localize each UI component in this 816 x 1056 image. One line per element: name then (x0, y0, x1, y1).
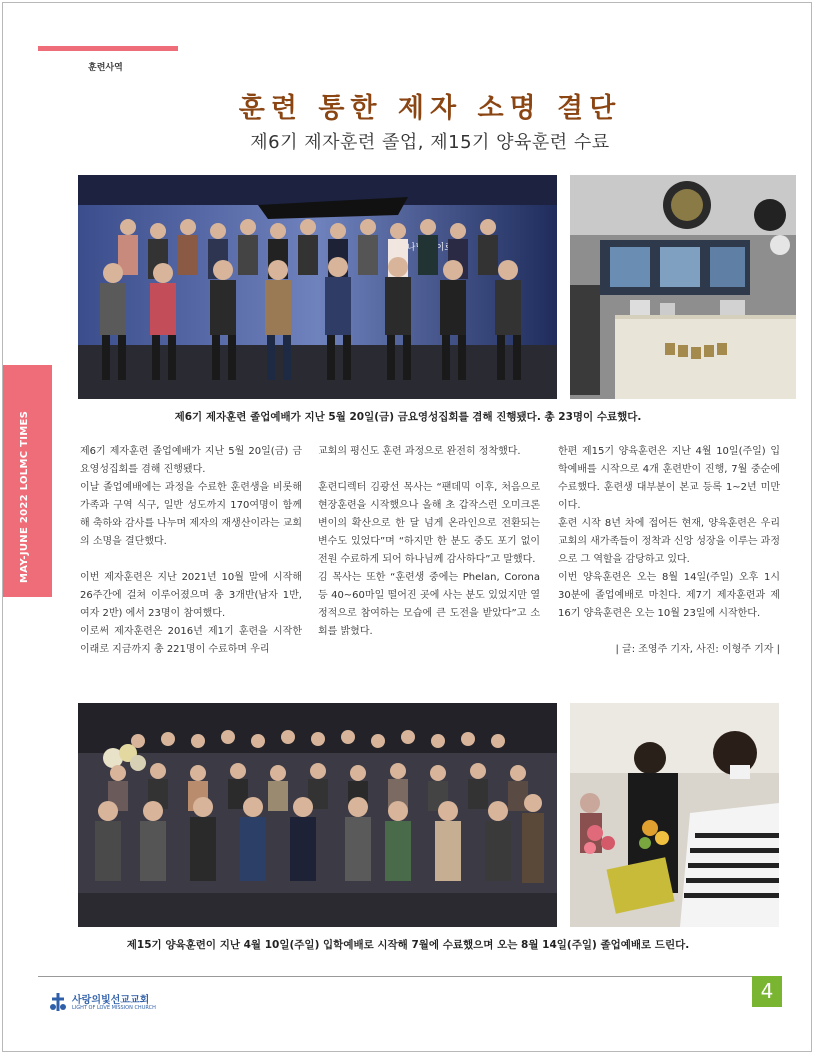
photo-caption-top: 제6기 제자훈련 졸업예배가 지난 5월 20일(금) 금요영성집회를 겸해 진행됐다. 총 23명이 수료했다. (174, 411, 642, 423)
paragraph: 훈련 시작 8년 차에 접어든 현재, 양육훈련은 우리 교회의 새가족들이 정착과 신앙 성장을 이루는 과정으로 그 역할을 감당하고 있다. (558, 518, 780, 565)
paragraph: 이로써 제자훈련은 2016년 제1기 훈련을 시작한 이래로 지금까지 총 221명이 수료하며 우리 (80, 626, 302, 655)
paragraph: 이날 졸업예배에는 과정을 수료한 훈련생을 비롯해 가족과 구역 식구, 일반 성도까지 170여명이 함께해 축하와 감사를 나누며 제자의 재생산이라는 교회의 소명을 결단했다. (80, 482, 302, 547)
footer-divider (38, 976, 781, 977)
church-logo-icon (48, 991, 68, 1013)
section-label: 훈련사역 (88, 63, 123, 73)
article-subtitle: 제6기 제자훈련 졸업, 제15기 양육훈련 수료 (250, 132, 610, 153)
paragraph: 이번 양육훈련은 오는 8월 14일(주일) 오후 1시 30분에 졸업예배로 마친다. 제7기 제자훈련과 제16기 양육훈련은 오는 10월 23일에 시작한다. (558, 572, 780, 619)
photo-disciple-graduation-group (78, 175, 557, 399)
photo-flowers-candid (570, 703, 779, 927)
article-column-1 (80, 443, 302, 659)
paragraph: 이번 제자훈련은 지난 2021년 10월 말에 시작해 26주간에 걸쳐 이루어졌으며 총 3개반(남자 1반, 여자 2반) 에서 23명이 참여했다. (80, 572, 302, 619)
side-tab (3, 365, 52, 597)
photo-credit: | 글: 조영주 기자, 사진: 이형주 기자 | (615, 644, 780, 655)
article-column-2 (318, 443, 540, 641)
photo-nurture-training-group (78, 703, 557, 927)
photo-reception-hall (570, 175, 796, 399)
church-name: 사랑의빛선교교회 (72, 995, 150, 1006)
side-tab-label: MAY-JUNE 2022 LOLMC TIMES (19, 410, 30, 583)
article-title: 훈련 통한 제자 소명 결단 (238, 93, 622, 124)
church-logo (48, 991, 178, 1015)
page-number: 4 (752, 976, 782, 1007)
photo-caption-bottom: 제15기 양육훈련이 지난 4월 10일(주일) 입학예배로 시작해 7월에 수료했으며 오는 8월 14일(주일) 졸업예배로 드린다. (126, 939, 690, 951)
paragraph: 교회의 평신도 훈련 과정으로 완전히 정착했다. (318, 446, 521, 457)
church-name-english: LIGHT OF LOVE MISSION CHURCH (72, 1005, 156, 1011)
paragraph: 한편 제15기 양육훈련은 지난 4월 10일(주일) 입학예배를 시작으로 4개 훈련반이 진행, 7월 중순에 수료했다. 훈련생 대부분이 본교 등록 1~2년 미만이다. (558, 446, 780, 511)
paragraph: 제6기 제자훈련 졸업예배가 지난 5월 20일(금) 금요영성집회를 겸해 진행됐다. (80, 446, 302, 475)
article-column-3 (558, 443, 780, 659)
paragraph: 김 목사는 또한 “훈련생 중에는 Phelan, Corona 등 40~60마일 떨어진 곳에 사는 분도 있었지만 열정적으로 참여하는 모습에 큰 도전을 받았다”고 소회를 밝혔다. (318, 572, 540, 637)
paragraph: 훈련디렉터 김광선 목사는 “팬데믹 이후, 처음으로 현장훈련을 시작했으나 올해 초 갑작스런 오미크론 변이의 확산으로 한 달 넘게 온라인으로 전환되는 변수도 있었다”며 “하지만 한 분도 중도 포기 없이 전원 수료하게 되어 하나님께 감사하다”고 말했다. (318, 482, 540, 565)
stage-banner-text: 하나님께 이르 (398, 243, 454, 253)
header-accent-bar (38, 46, 178, 51)
